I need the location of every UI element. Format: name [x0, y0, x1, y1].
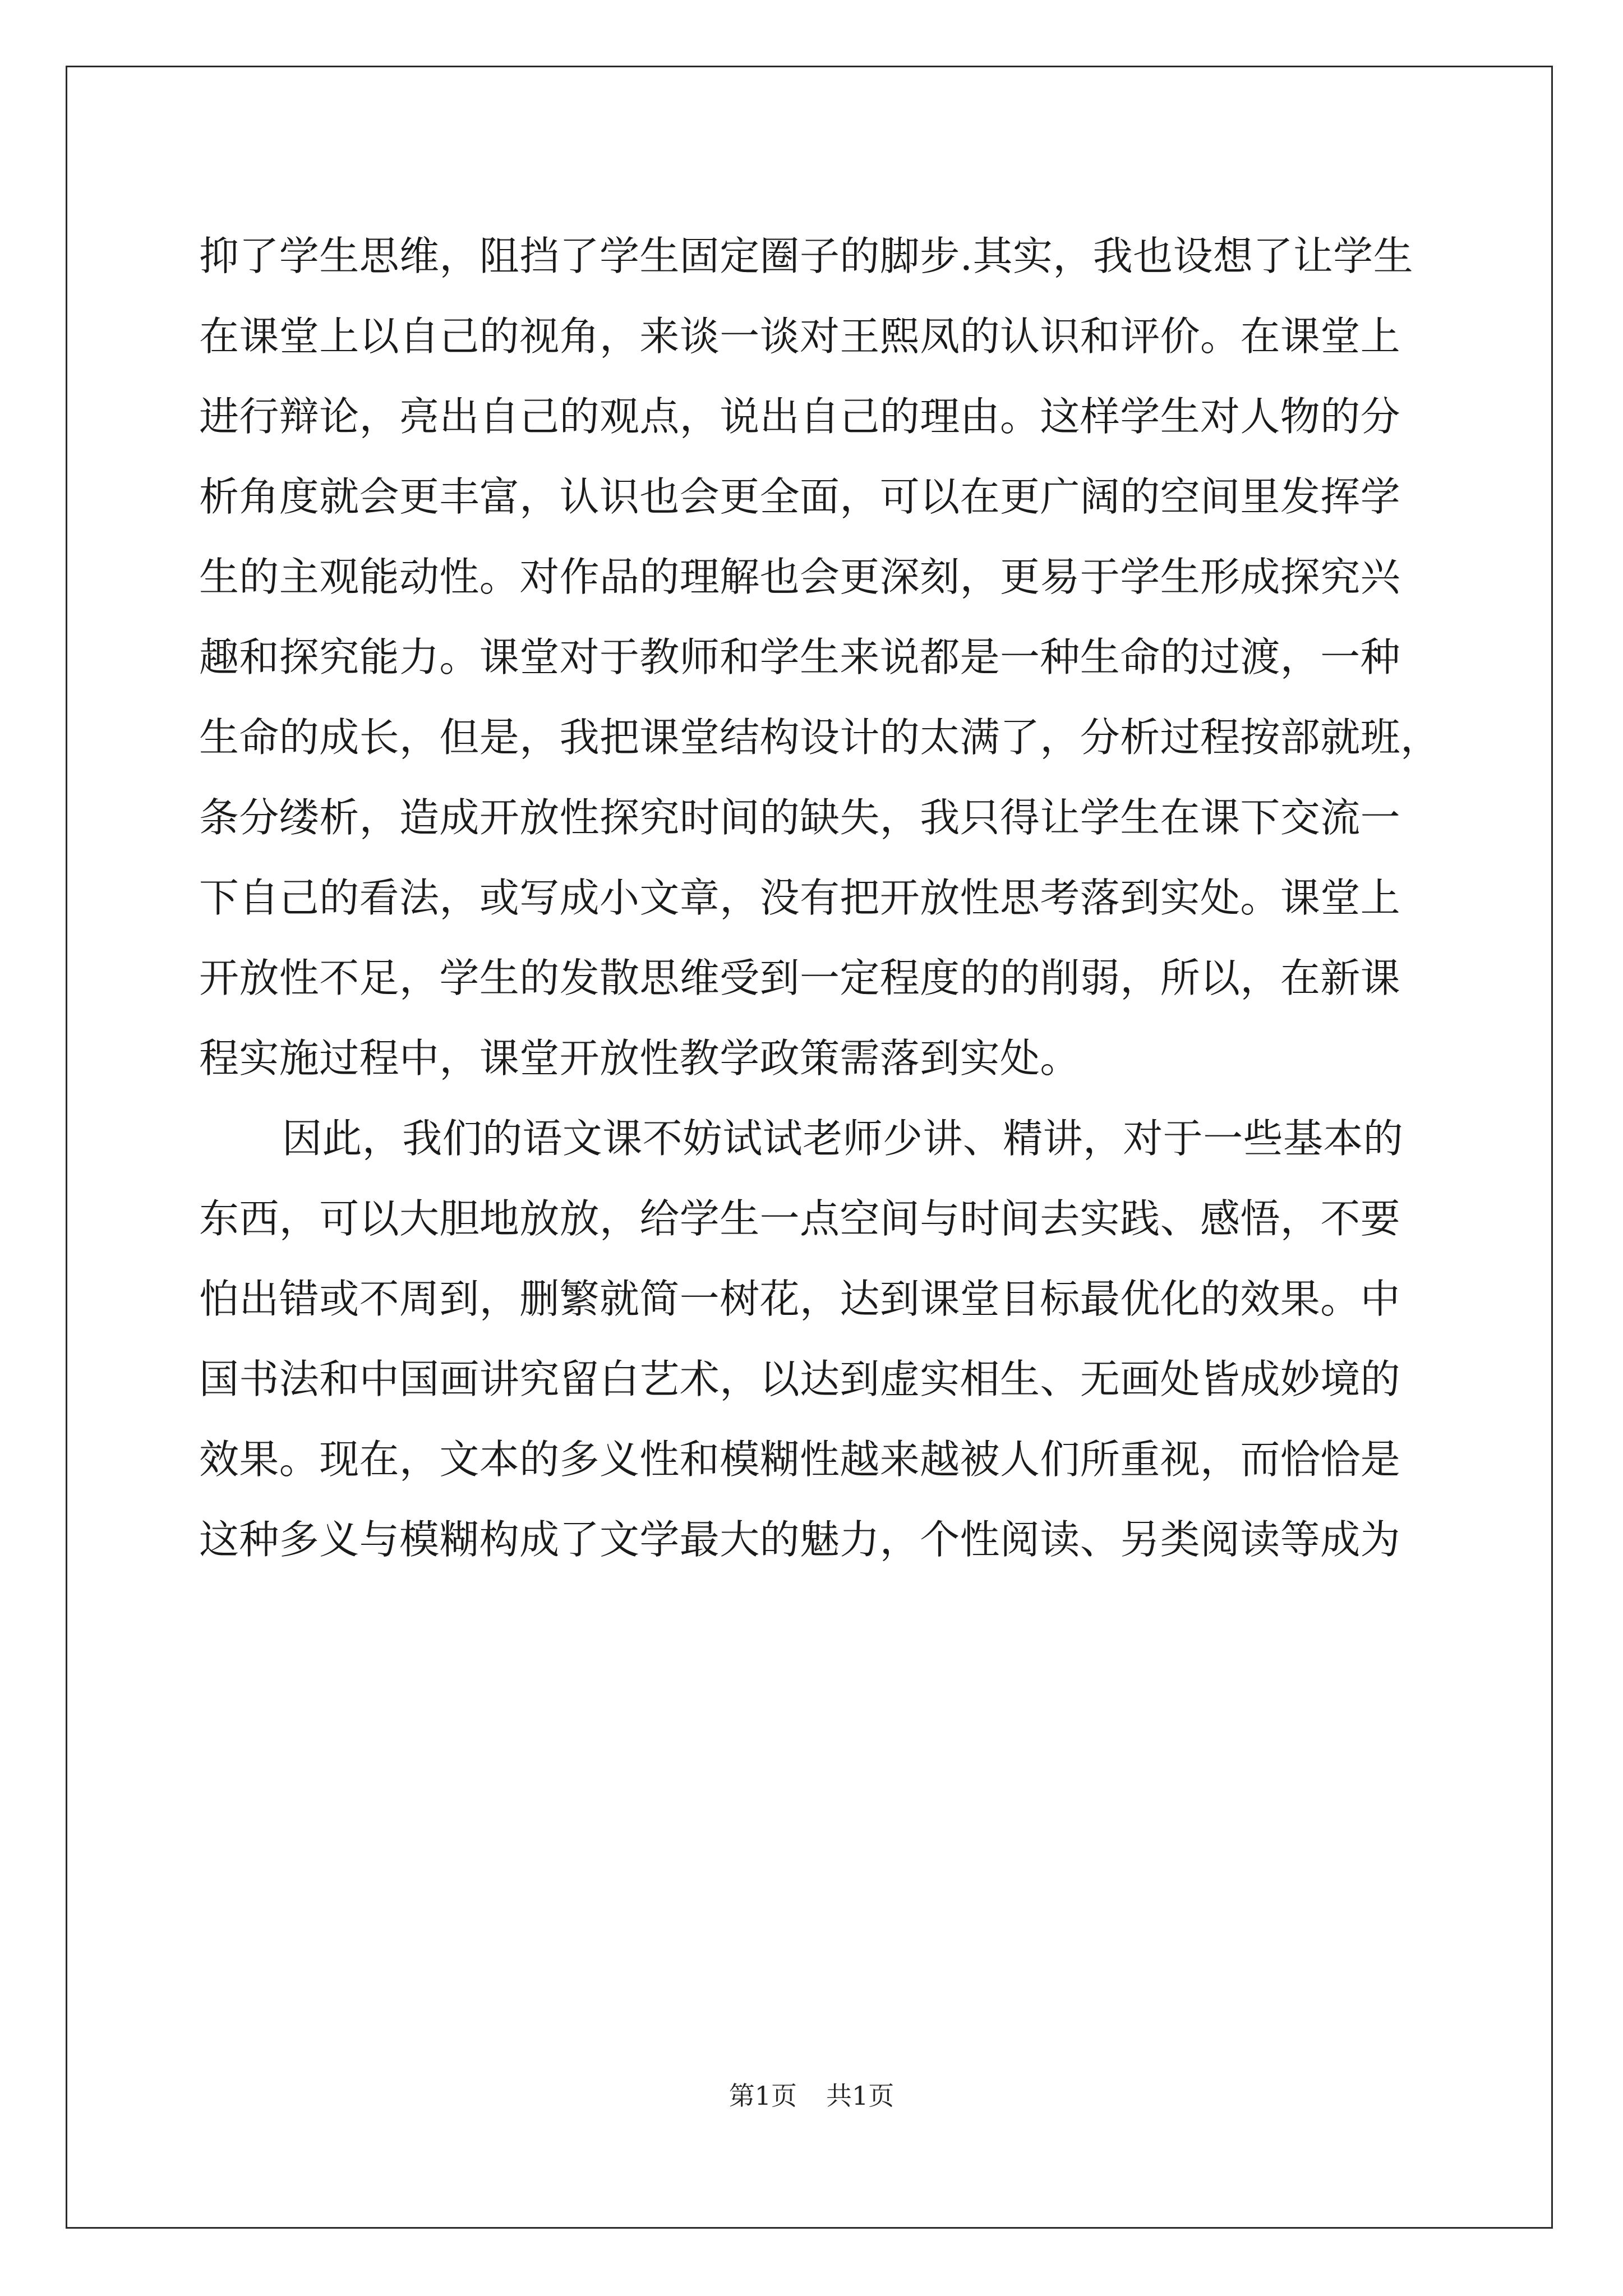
text-line: 开放性不足，学生的发散思维受到一定程度的的削弱，所以，在新课: [199, 955, 1401, 1001]
text-line: 进行辩论，亮出自己的观点，说出自己的理由。这样学生对人物的分: [199, 393, 1401, 440]
text-line: 国书法和中国画讲究留白艺术，以达到虚实相生、无画处皆成妙境的: [199, 1356, 1401, 1402]
text-line: 这种多义与模糊构成了文学最大的魅力，个性阅读、另类阅读等成为: [199, 1516, 1401, 1563]
page-footer: [0, 2079, 1623, 2113]
paragraph-first-line: 因此，我们的语文课不妨试试老师少讲、精讲，对于一些基本的: [282, 1115, 1404, 1162]
text-line: 东西，可以大胆地放放，给学生一点空间与时间去实践、感悟，不要: [199, 1195, 1401, 1242]
text-line: 怕出错或不周到，删繁就简一树花，达到课堂目标最优化的效果。中: [199, 1276, 1401, 1322]
text-line: 条分缕析，造成开放性探究时间的缺失，我只得让学生在课下交流一: [199, 794, 1401, 841]
text-line: 程实施过程中，课堂开放性教学政策需落到实处。: [199, 1035, 1080, 1082]
page-total: 共1页: [826, 2081, 895, 2111]
text-line: 生命的成长，但是，我把课堂结构设计的太满了，分析过程按部就班，: [199, 714, 1441, 761]
document-body: [199, 216, 1441, 1580]
page-number: 第1页: [728, 2081, 797, 2111]
text-line: 下自己的看法，或写成小文章，没有把开放性思考落到实处。课堂上: [199, 875, 1401, 921]
text-line: 生的主观能动性。对作品的理解也会更深刻，更易于学生形成探究兴: [199, 554, 1401, 600]
text-line: 趣和探究能力。课堂对于教师和学生来说都是一种生命的过渡，一种: [199, 634, 1401, 680]
text-line: 在课堂上以自己的视角，来谈一谈对王熙凤的认识和评价。在课堂上: [199, 313, 1401, 360]
text-line: 抑了学生思维，阻挡了学生固定圈子的脚步.其实，我也设想了让学生: [199, 233, 1413, 279]
text-line: 效果。现在，文本的多义性和模糊性越来越被人们所重视，而恰恰是: [199, 1436, 1401, 1483]
text-line: 析角度就会更丰富，认识也会更全面，可以在更广阔的空间里发挥学: [199, 473, 1401, 520]
